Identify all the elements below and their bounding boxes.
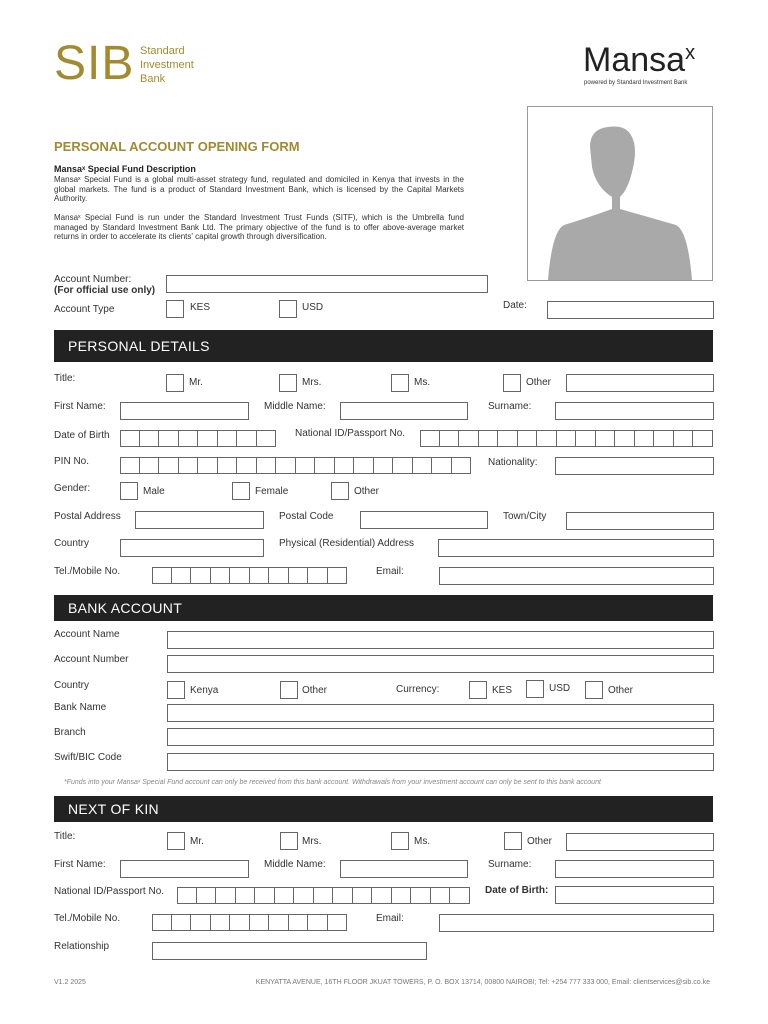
kin-email-label: Email: <box>376 913 404 924</box>
sib-name-line: Bank <box>140 73 166 85</box>
bank-country-other-label: Other <box>302 685 328 696</box>
swift-input[interactable] <box>167 753 714 771</box>
surname-input[interactable] <box>555 402 714 420</box>
kin-title-mr-label: Mr. <box>190 836 204 847</box>
footer-address: KENYATTA AVENUE, 16TH FLOOR JKUAT TOWERS, P. O. BOX 13714, 00800 NAIROBI; Tel: +254 777 333 000, Email: clientservices@sib.co.ke <box>255 979 710 986</box>
title-mrs-label: Mrs. <box>302 377 322 388</box>
bank-country-kenya-label: Kenya <box>190 685 219 696</box>
title-mr-label: Mr. <box>189 377 203 388</box>
account-type-kes-checkbox[interactable] <box>166 300 184 318</box>
title-label: Title: <box>54 373 76 384</box>
date-label: Date: <box>503 300 527 311</box>
mansa-word: Mansa <box>583 41 686 79</box>
account-type-kes-label: KES <box>190 302 211 313</box>
personal-details-heading: PERSONAL DETAILS <box>54 330 713 362</box>
person-silhouette-icon <box>528 107 712 280</box>
official-use-label: (For official use only) <box>54 285 156 296</box>
title-ms-label: Ms. <box>414 377 431 388</box>
dob-label: Date of Birth <box>54 430 110 441</box>
kin-title-mr-checkbox[interactable] <box>167 832 185 850</box>
gender-male-checkbox[interactable] <box>120 482 138 500</box>
gender-other-label: Other <box>354 486 380 497</box>
bank-account-number-input[interactable] <box>167 655 714 673</box>
middle-name-label: Middle Name: <box>264 401 326 412</box>
currency-usd-label: USD <box>549 683 571 694</box>
kin-first-name-label: First Name: <box>54 859 106 870</box>
postal-code-label: Postal Code <box>279 511 334 522</box>
account-type-usd-label: USD <box>302 302 324 313</box>
bank-account-name-input[interactable] <box>167 631 714 649</box>
mansa-x: x <box>685 42 696 64</box>
account-number-input[interactable] <box>166 275 488 293</box>
swift-label: Swift/BIC Code <box>54 752 122 763</box>
pin-cells[interactable] <box>120 457 471 474</box>
kin-title-other-checkbox[interactable] <box>504 832 522 850</box>
account-type-usd-checkbox[interactable] <box>279 300 297 318</box>
desc-heading: Mansaˣ Special Fund Description <box>54 164 196 174</box>
currency-label: Currency: <box>396 684 440 695</box>
kin-relationship-label: Relationship <box>54 941 110 952</box>
bank-account-name-label: Account Name <box>54 629 120 640</box>
country-label: Country <box>54 538 90 549</box>
sib-logo: SIB <box>54 37 135 90</box>
title-mr-checkbox[interactable] <box>166 374 184 392</box>
middle-name-input[interactable] <box>340 402 468 420</box>
kin-first-name-input[interactable] <box>120 860 249 878</box>
currency-other-checkbox[interactable] <box>585 681 603 699</box>
kin-title-ms-checkbox[interactable] <box>391 832 409 850</box>
bank-name-label: Bank Name <box>54 702 107 713</box>
sib-name-line: Investment <box>140 59 194 71</box>
gender-male-label: Male <box>143 486 165 497</box>
footer-version: V1.2 2025 <box>54 979 86 986</box>
branch-input[interactable] <box>167 728 714 746</box>
kin-surname-input[interactable] <box>555 860 714 878</box>
first-name-label: First Name: <box>54 401 106 412</box>
bank-note: *Funds into your Mansaˣ Special Fund account can only be received from this bank account. Withdrawals from your investment account can only be sent to this bank account <box>64 779 601 786</box>
title-mrs-checkbox[interactable] <box>279 374 297 392</box>
account-type-label: Account Type <box>54 304 115 315</box>
kin-tel-label: Tel./Mobile No. <box>54 913 121 924</box>
gender-other-checkbox[interactable] <box>331 482 349 500</box>
kin-national-id-label: National ID/Passport No. <box>54 886 165 897</box>
currency-other-label: Other <box>608 685 634 696</box>
account-number-label: Account Number: <box>54 274 132 285</box>
next-of-kin-heading: NEXT OF KIN <box>54 796 713 822</box>
kin-title-ms-label: Ms. <box>414 836 431 847</box>
kin-tel-cells[interactable] <box>152 914 347 931</box>
kin-surname-label: Surname: <box>488 859 532 870</box>
form-title: PERSONAL ACCOUNT OPENING FORM <box>54 139 300 154</box>
sib-name <box>140 44 194 86</box>
country-input[interactable] <box>120 539 264 557</box>
email-input[interactable] <box>439 567 714 585</box>
title-other-checkbox[interactable] <box>503 374 521 392</box>
bank-country-other-checkbox[interactable] <box>280 681 298 699</box>
currency-kes-checkbox[interactable] <box>469 681 487 699</box>
national-id-label: National ID/Passport No. <box>295 428 406 439</box>
desc-paragraph-1: Mansaˣ Special Fund is a global multi-asset strategy fund, regulated and domiciled in Kenya that invests in the global markets. The fund is a product of Standard Investment Bank, which is licensed by the Capital Markets Authority. <box>54 175 464 203</box>
surname-label: Surname: <box>488 401 532 412</box>
currency-kes-label: KES <box>492 685 513 696</box>
kin-national-id-cells[interactable] <box>177 887 470 904</box>
kin-dob-input[interactable] <box>555 886 714 904</box>
kin-title-mrs-label: Mrs. <box>302 836 322 847</box>
kin-dob-label: Date of Birth: <box>485 885 549 896</box>
kin-middle-name-label: Middle Name: <box>264 859 326 870</box>
nationality-input[interactable] <box>555 457 714 475</box>
bank-account-number-label: Account Number <box>54 654 129 665</box>
kin-title-mrs-checkbox[interactable] <box>280 832 298 850</box>
currency-usd-checkbox[interactable] <box>526 680 544 698</box>
title-other-label: Other <box>526 377 552 388</box>
town-label: Town/City <box>503 511 547 522</box>
title-ms-checkbox[interactable] <box>391 374 409 392</box>
tel-label: Tel./Mobile No. <box>54 566 121 577</box>
title-other-input[interactable] <box>566 374 714 392</box>
postal-code-input[interactable] <box>360 511 488 529</box>
bank-name-input[interactable] <box>167 704 714 722</box>
postal-address-label: Postal Address <box>54 511 121 522</box>
gender-female-label: Female <box>255 486 289 497</box>
dob-cells[interactable] <box>120 430 276 447</box>
gender-female-checkbox[interactable] <box>232 482 250 500</box>
sib-name-line: Standard <box>140 45 185 57</box>
kin-middle-name-input[interactable] <box>340 860 468 878</box>
kin-email-input[interactable] <box>439 914 714 932</box>
physical-address-label: Physical (Residential) Address <box>279 538 415 549</box>
postal-address-input[interactable] <box>135 511 264 529</box>
mansa-tagline: powered by Standard Investment Bank <box>584 80 688 86</box>
nationality-label: Nationality: <box>488 457 538 468</box>
date-input[interactable] <box>547 301 714 319</box>
kin-title-other-input[interactable] <box>566 833 714 851</box>
town-input[interactable] <box>566 512 714 530</box>
kin-title-other-label: Other <box>527 836 553 847</box>
bank-country-kenya-checkbox[interactable] <box>167 681 185 699</box>
tel-cells[interactable] <box>152 567 347 584</box>
bank-country-label: Country <box>54 680 90 691</box>
photo-placeholder[interactable] <box>527 106 713 281</box>
kin-relationship-input[interactable] <box>152 942 427 960</box>
physical-address-input[interactable] <box>438 539 714 557</box>
gender-label: Gender: <box>54 483 91 494</box>
email-label: Email: <box>376 566 404 577</box>
kin-title-label: Title: <box>54 831 76 842</box>
bank-account-heading: BANK ACCOUNT <box>54 595 713 621</box>
desc-paragraph-2: Mansaˣ Special Fund is run under the Standard Investment Trust Funds (SITF), which is the Umbrella fund managed by Standard Investment Bank Ltd. The primary objective of the fund is to offer above-average market returns in order to accelerate its clients' capital growth through diversification. <box>54 213 464 241</box>
branch-label: Branch <box>54 727 86 738</box>
pin-label: PIN No. <box>54 456 90 467</box>
national-id-cells[interactable] <box>420 430 713 447</box>
first-name-input[interactable] <box>120 402 249 420</box>
mansa-logo <box>583 40 695 80</box>
